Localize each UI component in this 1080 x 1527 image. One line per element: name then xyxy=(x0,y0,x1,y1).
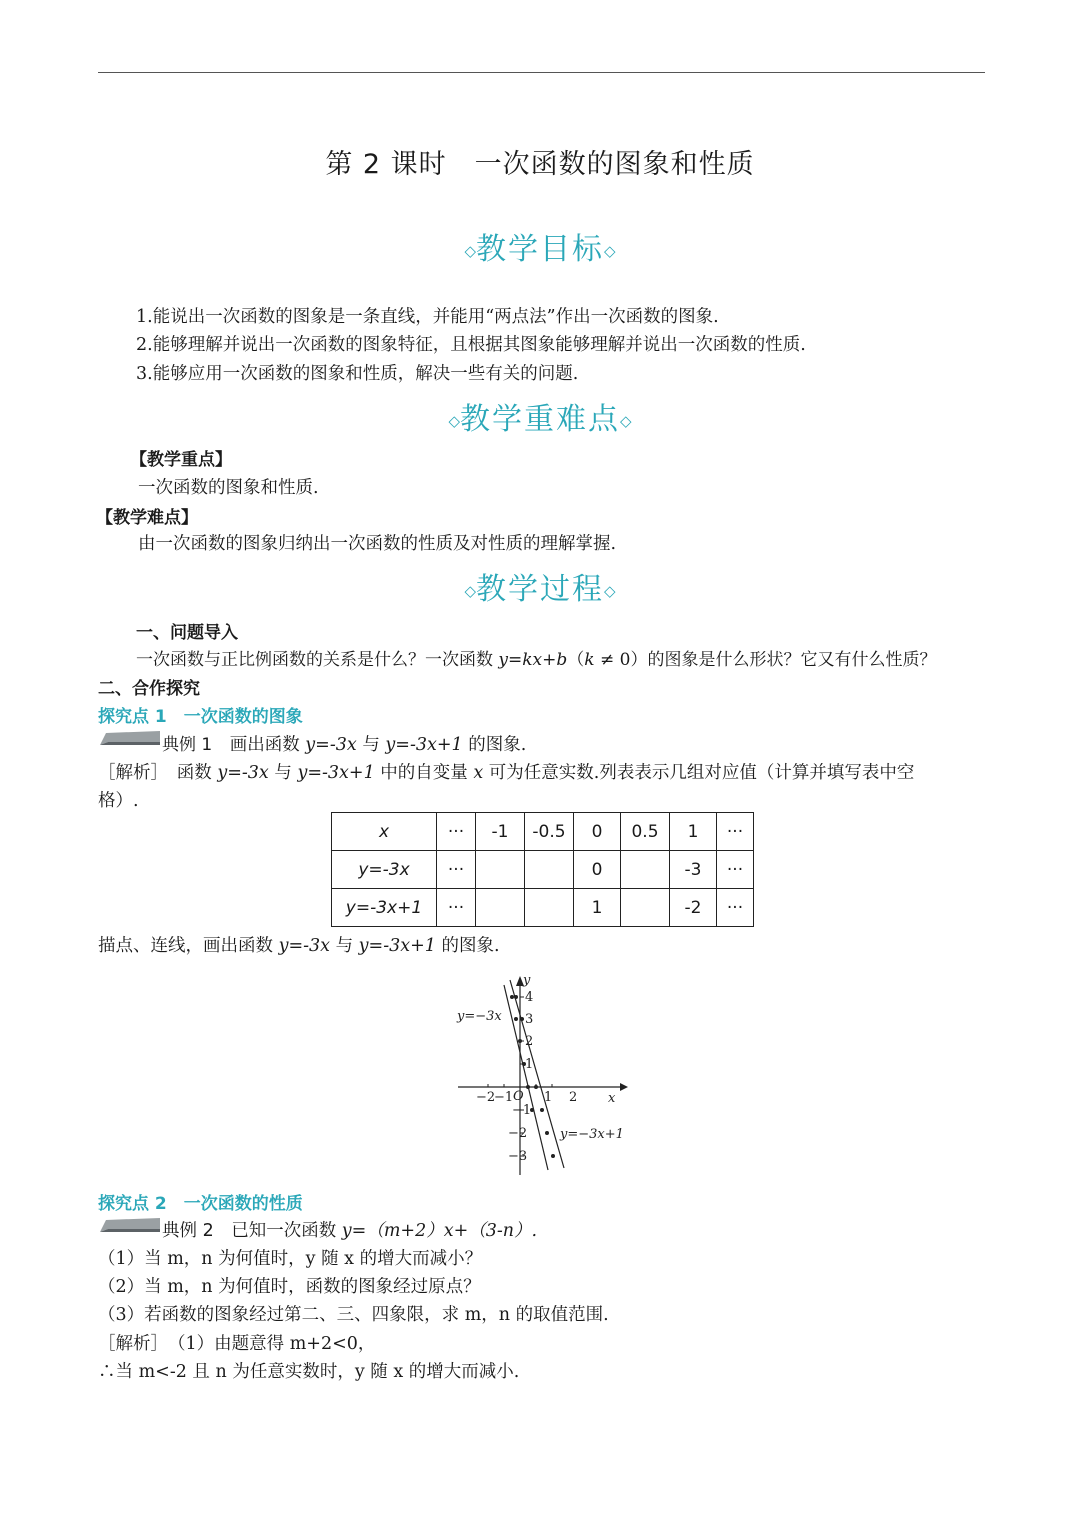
key-point-text: 一次函数的图象和性质. xyxy=(138,478,319,498)
function-graph xyxy=(450,970,630,1180)
question-3: （3）若函数的图象经过第二、三、四象限，求 m，n 的取值范围. xyxy=(98,1305,609,1325)
origin-label: O xyxy=(513,1089,524,1104)
intro-k: k xyxy=(584,650,595,670)
analysis1-formula: y=-3x+1 xyxy=(297,763,375,783)
table-cell xyxy=(621,851,670,889)
x-tick-label: −1 xyxy=(494,1090,514,1105)
y-tick-label: 4 xyxy=(525,990,534,1005)
example1-text xyxy=(162,730,526,756)
example1-part: 画出函数 xyxy=(229,735,306,755)
top-rule xyxy=(98,72,985,73)
y-tick-label: 1 xyxy=(525,1057,534,1072)
example2-part: 已知一次函数 xyxy=(231,1221,342,1241)
analysis1-line2: 格）. xyxy=(98,791,139,811)
line1-label: y=−3x xyxy=(457,1009,502,1024)
diamond-icon: ◇ xyxy=(464,242,476,260)
table-cell xyxy=(476,851,525,889)
table-cell: -2 xyxy=(670,889,717,927)
analysis1-text xyxy=(98,759,914,784)
section-goals-heading xyxy=(0,224,1080,268)
section-key-heading xyxy=(0,394,1080,438)
x-axis-label: x xyxy=(608,1091,616,1106)
table-cell xyxy=(621,889,670,927)
plot-formula: y=-3x+1 xyxy=(358,936,436,956)
y-axis-label: y xyxy=(523,973,531,988)
analysis2-label: ［解析］ xyxy=(98,1334,160,1354)
section-process-label: 教学过程 xyxy=(476,572,604,607)
intro-text-part: 一次函数与正比例函数的关系是什么？一次函数 xyxy=(136,650,499,670)
example1-part: 的图象. xyxy=(462,735,527,755)
y-tick-label: 2 xyxy=(525,1034,534,1049)
example1-part: 与 xyxy=(356,735,386,755)
x-tick-label: 1 xyxy=(544,1090,553,1105)
table-cell: 0 xyxy=(574,851,621,889)
page-title: 第 2 课时 一次函数的图象和性质 xyxy=(325,149,755,180)
y-tick-label: −2 xyxy=(508,1126,528,1141)
intro-formula: y=kx+b xyxy=(498,650,568,670)
example1-formula: y=-3x xyxy=(305,735,357,755)
table-cell: ··· xyxy=(437,813,476,851)
intro-text xyxy=(136,645,936,670)
table-row xyxy=(332,851,754,889)
table-cell: 0 xyxy=(574,813,621,851)
table-cell: y=-3x+1 xyxy=(332,889,437,927)
explore1-heading: 探究点 1 一次函数的图象 xyxy=(98,707,303,727)
conclusion-text: ∴当 m<-2 且 n 为任意实数时，y 随 x 的增大而减小. xyxy=(98,1362,520,1382)
diamond-icon: ◇ xyxy=(620,412,632,430)
key-point-label: 【教学重点】 xyxy=(130,450,232,470)
question-2: （2）当 m，n 为何值时，函数的图象经过原点？ xyxy=(98,1277,481,1297)
x-tick-label: 2 xyxy=(569,1090,578,1105)
analysis2-text xyxy=(98,1330,375,1355)
plot-part: 描点、连线，画出函数 xyxy=(98,936,279,956)
analysis1-var: x xyxy=(473,763,484,783)
table-cell xyxy=(525,851,574,889)
difficulty-label: 【教学难点】 xyxy=(96,508,198,528)
explore2-heading: 探究点 2 一次函数的性质 xyxy=(98,1194,303,1214)
analysis1-label: ［解析］ xyxy=(98,763,160,783)
example2-label: 典例 2 xyxy=(162,1221,214,1241)
table-cell xyxy=(525,889,574,927)
plot-instruction xyxy=(98,932,500,957)
y-tick-label: −1 xyxy=(512,1103,532,1118)
section-process-heading xyxy=(0,564,1080,608)
table-cell: ··· xyxy=(437,889,476,927)
example1-formula: y=-3x+1 xyxy=(385,735,463,755)
table-cell: ··· xyxy=(717,813,754,851)
goal-item-2: 2.能够理解并说出一次函数的图象特征，且根据其图象能够理解并说出一次函数的性质. xyxy=(136,335,806,355)
table-cell: ··· xyxy=(717,851,754,889)
table-cell: y=-3x xyxy=(332,851,437,889)
section-key-label: 教学重难点 xyxy=(460,402,620,437)
analysis1-part: 中的自变量 xyxy=(374,763,474,783)
x-axis-arrow-icon xyxy=(620,1083,628,1091)
plot-part: 与 xyxy=(330,936,359,956)
intro-text-part: （ xyxy=(567,650,585,670)
table-cell: 1 xyxy=(574,889,621,927)
y-tick-label: −3 xyxy=(508,1149,528,1164)
table-cell: ··· xyxy=(717,889,754,927)
diamond-icon: ◇ xyxy=(448,412,460,430)
analysis1-part: 函数 xyxy=(176,763,218,783)
diamond-icon: ◇ xyxy=(464,582,476,600)
plot-formula: y=-3x xyxy=(278,936,331,956)
analysis2-part: （1）由题意得 m+2<0， xyxy=(176,1334,376,1354)
diamond-icon: ◇ xyxy=(604,242,616,260)
example-banner-icon xyxy=(100,731,160,745)
intro-heading: 一、问题导入 xyxy=(136,623,238,643)
intro-text-part: ≠ 0）的图象是什么形状？它又有什么性质？ xyxy=(594,650,937,670)
example-banner-icon xyxy=(100,1218,160,1232)
section-goals-label: 教学目标 xyxy=(476,232,604,267)
difficulty-text: 由一次函数的图象归纳出一次函数的性质及对性质的理解掌握. xyxy=(138,534,617,554)
analysis1-part: 与 xyxy=(268,763,298,783)
table-cell: 1 xyxy=(670,813,717,851)
table-cell: -1 xyxy=(476,813,525,851)
question-1: （1）当 m，n 为何值时，y 随 x 的增大而减小？ xyxy=(98,1249,483,1269)
table-cell: ··· xyxy=(437,851,476,889)
diamond-icon: ◇ xyxy=(604,582,616,600)
example1-label: 典例 1 xyxy=(162,735,213,755)
plot-part: 的图象. xyxy=(435,936,500,956)
table-row xyxy=(332,813,754,851)
coop-heading: 二、合作探究 xyxy=(98,679,200,699)
value-table xyxy=(331,812,754,927)
table-row xyxy=(332,889,754,927)
goal-item-3: 3.能够应用一次函数的图象和性质，解决一些有关的问题. xyxy=(136,364,579,384)
table-cell xyxy=(476,889,525,927)
example2-text xyxy=(162,1217,537,1242)
table-cell: -3 xyxy=(670,851,717,889)
x-tick-label: −2 xyxy=(476,1090,496,1105)
line2-label: y=−3x+1 xyxy=(560,1127,624,1142)
table-cell: -0.5 xyxy=(525,813,574,851)
y-tick-label: 3 xyxy=(525,1012,534,1027)
table-cell: x xyxy=(332,813,437,851)
example2-formula: y=（m+2）x+（3-n）. xyxy=(341,1221,538,1241)
goal-item-1: 1.能说出一次函数的图象是一条直线，并能用“两点法”作出一次函数的图象. xyxy=(136,307,719,327)
table-cell: 0.5 xyxy=(621,813,670,851)
analysis1-formula: y=-3x xyxy=(217,763,269,783)
analysis1-part: 可为任意实数.列表表示几组对应值（计算并填写表中空 xyxy=(483,763,915,783)
